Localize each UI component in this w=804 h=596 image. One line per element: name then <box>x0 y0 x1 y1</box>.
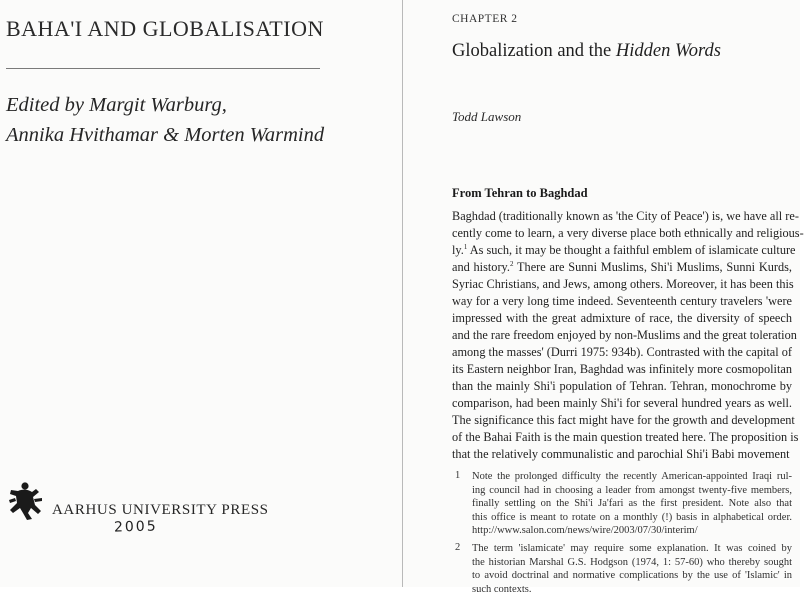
publisher-name: AARHUS UNIVERSITY PRESS <box>52 502 269 519</box>
body-line: The significance this fact might have for the growth and development <box>452 412 792 429</box>
editors-line-1: Edited by Margit Warburg, <box>6 90 324 120</box>
body-line: among the masses' (Durri 1975: 934b). Contrasted with the capital of <box>452 344 792 361</box>
body-line: of the Bahai Faith is the main question treated here. The proposition is <box>452 429 792 446</box>
footnote-line: The term 'islamicate' may require some explanation. It was coined by <box>472 542 792 556</box>
chapter-title-plain: Globalization and the <box>452 41 616 61</box>
footnote-line: finally settling on the Shi'i Ja'fari as the first president. Note also that <box>472 497 792 511</box>
footnote-number: 2 <box>455 542 460 553</box>
body-line: its Eastern neighbor Iran, Baghdad was infinitely more cosmopolitan <box>452 361 792 378</box>
section-heading: From Tehran to Baghdad <box>452 186 588 201</box>
editors-line-2: Annika Hvithamar & Morten Warmind <box>6 120 324 150</box>
handwritten-year: 2005 <box>114 518 158 535</box>
page-gutter <box>402 0 403 587</box>
footnote-line: such contexts. <box>472 583 792 596</box>
footnote-ref[interactable]: 1 <box>464 243 468 251</box>
body-line: Syriac Christians, and Jews, among others. Moreover, it has been this <box>452 276 792 293</box>
footnote-line: Note the prolonged difficulty the recently American-appointed Iraqi rul- <box>472 470 792 484</box>
footnote-line: this office is meant to rotate on a monthly (!) basis in alphabetical order. <box>472 511 792 525</box>
chapter-label: CHAPTER 2 <box>452 13 518 25</box>
footnote-line: ing council had in choosing a leader from amongst twenty-five members, <box>472 484 792 498</box>
chapter-title-italic: Hidden Words <box>616 41 721 61</box>
title-divider <box>6 68 320 69</box>
footnote-number: 1 <box>455 470 460 481</box>
body-line: than the mainly Shi'i population of Tehran. Tehran, monochrome by <box>452 378 792 395</box>
footnote-line: the historian Marshal G.S. Hodgson (1974, 1: 57-60) who thereby sought <box>472 556 792 570</box>
book-title: BAHA'I AND GLOBALISATION <box>6 16 324 42</box>
footnote-ref[interactable]: 2 <box>510 260 514 268</box>
body-line: and the rare freedom enjoyed by non-Muslims and the great toleration <box>452 327 792 344</box>
publisher-block <box>6 480 286 544</box>
chapter-title <box>452 41 721 62</box>
body-line: Baghdad (traditionally known as 'the City of Peace') is, we have all re- <box>452 208 792 225</box>
body-line: impressed with the great admixture of race, the diversity of speech <box>452 310 792 327</box>
body-line: comparison, had been mainly Shi'i for several hundred years as well. <box>452 395 792 412</box>
footnote-url[interactable]: http://www.salon.com/news/wire/2003/07/30/interim/ <box>472 524 792 538</box>
editors <box>6 90 324 150</box>
body-line: ly.$^1$ As such, it may be thought a faithful emblem of islamicate culture <box>452 242 792 259</box>
chapter-author: Todd Lawson <box>452 109 521 125</box>
footnote-line: to avoid doctrinal and normative complications by the use of 'Islamic' in <box>472 569 792 583</box>
body-line: and history.$^2$ There are Sunni Muslims, Shi'i Muslims, Sunni Kurds, <box>452 259 792 276</box>
press-logo-icon <box>6 480 44 520</box>
body-line: that the relatively communalistic and parochial Shi'i Babi movement <box>452 446 792 463</box>
body-line: cently come to learn, a very diverse place both ethnically and religious- <box>452 225 792 242</box>
body-line: way for a very long time indeed. Seventeenth century travelers 'were <box>452 293 792 310</box>
